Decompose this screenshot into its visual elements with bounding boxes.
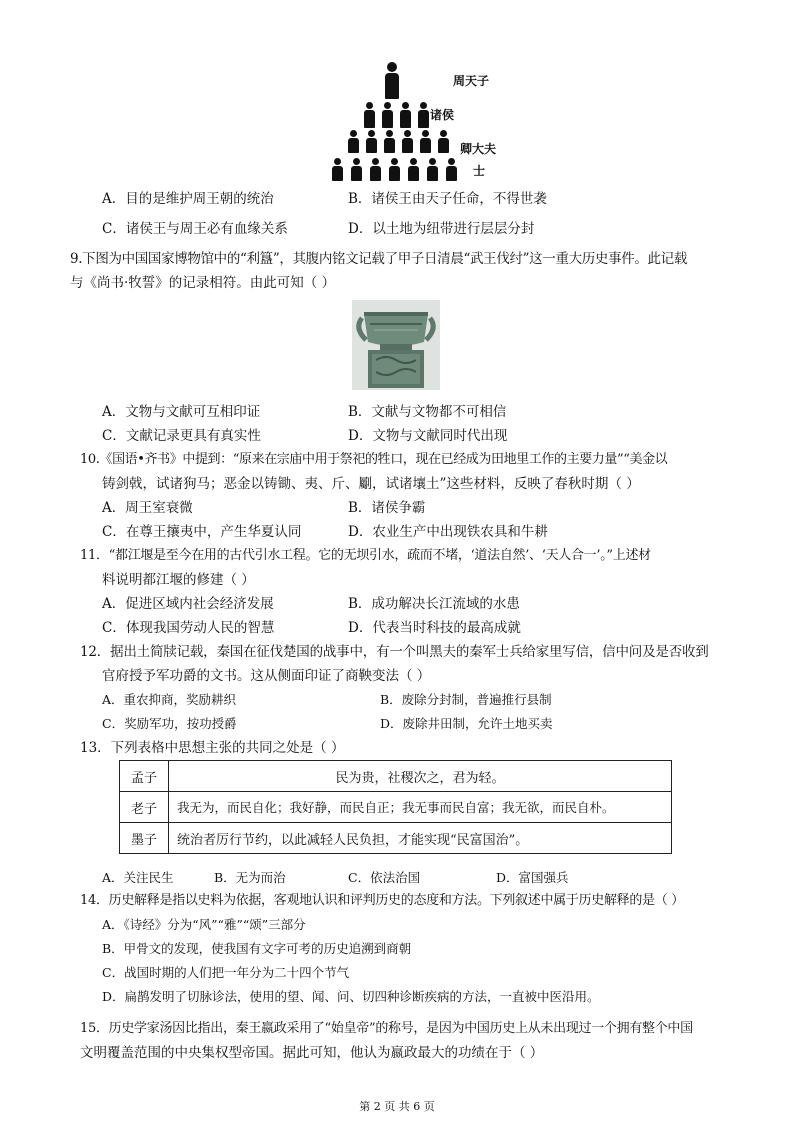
scholar-figure bbox=[446, 158, 457, 181]
scholar-figure bbox=[332, 158, 343, 181]
q12-option-b: B．废除分封制，普遍推行县制 bbox=[380, 692, 552, 707]
king-figure bbox=[385, 62, 399, 99]
q11-stem-line1: 11．“都江堰是至今在用的古代引水工程。它的无坝引水，疏而不堵，‘道法自然’、‘天人合一’。”上述材 bbox=[80, 548, 651, 563]
table-row bbox=[120, 823, 672, 854]
q14-option-d: D．扁鹊发明了切脉诊法，使用的望、闻、问、切四种诊断疾病的方法，一直被中医沿用。 bbox=[102, 989, 600, 1004]
noble-figure bbox=[400, 102, 411, 128]
official-figure bbox=[402, 130, 413, 153]
q13-stem: 13．下列表格中思想主张的共同之处是（ ） bbox=[80, 740, 345, 756]
official-figure bbox=[438, 130, 449, 153]
q11-stem-line2: 料说明都江堰的修建（ ） bbox=[102, 572, 255, 588]
q10-stem-line2: 铸剑戟，试诸狗马；恶金以铸锄、夷、斤、劚，试诸壤土”这些材料，反映了春秋时期（ ） bbox=[102, 476, 640, 492]
noble-figure bbox=[364, 102, 375, 128]
q13-option-c: C．依法治国 bbox=[348, 870, 421, 885]
q15-stem-line2: 文明覆盖范围的中央集权型帝国。据此可知，他认为嬴政最大的功绩在于（ ） bbox=[80, 1045, 544, 1061]
q12-stem-line2: 官府授予军功爵的文书。这从侧面印证了商鞅变法（ ） bbox=[102, 668, 431, 684]
table-row bbox=[120, 792, 672, 823]
table-cell-name: 老子 bbox=[120, 792, 169, 823]
q8-option-c: C．诸侯王与周王必有血缘关系 bbox=[102, 221, 288, 237]
q14-option-c: C．战国时期的人们把一年分为二十四个节气 bbox=[102, 965, 350, 980]
q8-option-b: B．诸侯王由天子任命，不得世袭 bbox=[348, 191, 547, 207]
q15-stem-line1: 15．历史学家汤因比指出，秦王嬴政采用了“始皇帝”的称号，是因为中国历史上从未出现过一个拥有整个中国 bbox=[80, 1021, 693, 1036]
q9-option-b: B．文献与文物都不可相信 bbox=[348, 404, 507, 420]
q9-stem-line1: 9.下图为中国国家博物馆中的“利簋”，其腹内铭文记载了甲子日清晨“武王伐纣”这一重大历史事件。此记载 bbox=[70, 251, 687, 267]
q9-option-d: D．文物与文献同时代出现 bbox=[348, 428, 508, 444]
table-cell-text: 统治者厉行节约，以此减轻人民负担，才能实现“民富国治”。 bbox=[169, 823, 672, 854]
q14-option-a: A．《诗经》分为“风”“雅”“颂”三部分 bbox=[102, 917, 306, 932]
q10-stem-line1: 10.《国语•齐书》中提到：“原来在宗庙中用于祭祀的牲口，现在已经成为田地里工作的主要力量”“美金以 bbox=[80, 452, 668, 467]
table-cell-name: 墨子 bbox=[120, 823, 169, 854]
q12-option-a: A．重农抑商，奖励耕织 bbox=[102, 692, 237, 707]
q10-option-d: D．农业生产中出现铁农具和牛耕 bbox=[348, 524, 548, 540]
scholar-figure bbox=[389, 158, 400, 181]
q13-option-d: D．富国强兵 bbox=[496, 870, 569, 885]
q11-option-b: B．成功解决长江流域的水患 bbox=[348, 596, 520, 612]
scholar-figure bbox=[351, 158, 362, 181]
q11-option-a: A．促进区域内社会经济发展 bbox=[102, 596, 274, 612]
q10-option-c: C．在尊王攘夷中，产生华夏认同 bbox=[102, 524, 302, 540]
scholar-figure bbox=[427, 158, 438, 181]
table-cell-name: 孟子 bbox=[120, 761, 169, 792]
q8-option-d: D．以土地为纽带进行层层分封 bbox=[348, 221, 535, 237]
q8-option-a: A．目的是维护周王朝的统治 bbox=[102, 191, 274, 207]
pyramid-label-nobles: 诸侯 bbox=[430, 108, 455, 122]
q14-option-b: B．甲骨文的发现，使我国有文字可考的历史追溯到商朝 bbox=[102, 941, 412, 956]
q9-option-a: A．文物与文献可互相印证 bbox=[102, 404, 261, 420]
scholar-figure bbox=[370, 158, 381, 181]
scholar-figure bbox=[408, 158, 419, 181]
pyramid-label-scholars: 士 bbox=[473, 164, 486, 178]
q11-option-c: C．体现我国劳动人民的智慧 bbox=[102, 620, 275, 636]
q12-option-c: C．奖励军功，按功授爵 bbox=[102, 716, 237, 731]
table-cell-text: 民为贵，社稷次之，君为轻。 bbox=[169, 761, 672, 792]
noble-figure bbox=[418, 102, 429, 128]
q9-stem-line2: 与《尚书·牧誓》的记录相符。由此可知（ ） bbox=[70, 275, 336, 291]
official-figure bbox=[366, 130, 377, 153]
q13-option-b: B．无为而治 bbox=[214, 870, 286, 885]
noble-figure bbox=[382, 102, 393, 128]
q14-stem: 14．历史解释是指以史料为依据，客观地认识和评判历史的态度和方法。下列叙述中属于历史解释的是（ ） bbox=[80, 893, 684, 908]
q12-option-d: D．废除井田制，允许土地买卖 bbox=[380, 716, 553, 731]
q13-thought-table bbox=[119, 760, 672, 854]
q9-option-c: C．文献记录更具有真实性 bbox=[102, 428, 261, 444]
pyramid-label-ministers: 卿大夫 bbox=[460, 142, 497, 156]
table-row bbox=[120, 761, 672, 792]
li-gui-bronze-vessel-image bbox=[352, 300, 440, 390]
q10-option-b: B．诸侯争霸 bbox=[348, 500, 426, 516]
pyramid-label-king: 周天子 bbox=[453, 74, 490, 88]
q13-option-a: A．关注民生 bbox=[102, 870, 174, 885]
official-figure bbox=[420, 130, 431, 153]
official-figure bbox=[348, 130, 359, 153]
q11-option-d: D．代表当时科技的最高成就 bbox=[348, 620, 521, 636]
official-figure bbox=[384, 130, 395, 153]
q10-option-a: A．周王室衰微 bbox=[102, 500, 193, 516]
q12-stem-line1: 12．据出土简牍记载，秦国在征伐楚国的战事中，有一个叫黑夫的秦军士兵给家里写信，信中问及是否收到 bbox=[80, 644, 709, 660]
page-footer: 第 2 页 共 6 页 bbox=[359, 1100, 435, 1113]
table-cell-text: 我无为，而民自化；我好静，而民自正；我无事而民自富；我无欲，而民自朴。 bbox=[169, 792, 672, 823]
